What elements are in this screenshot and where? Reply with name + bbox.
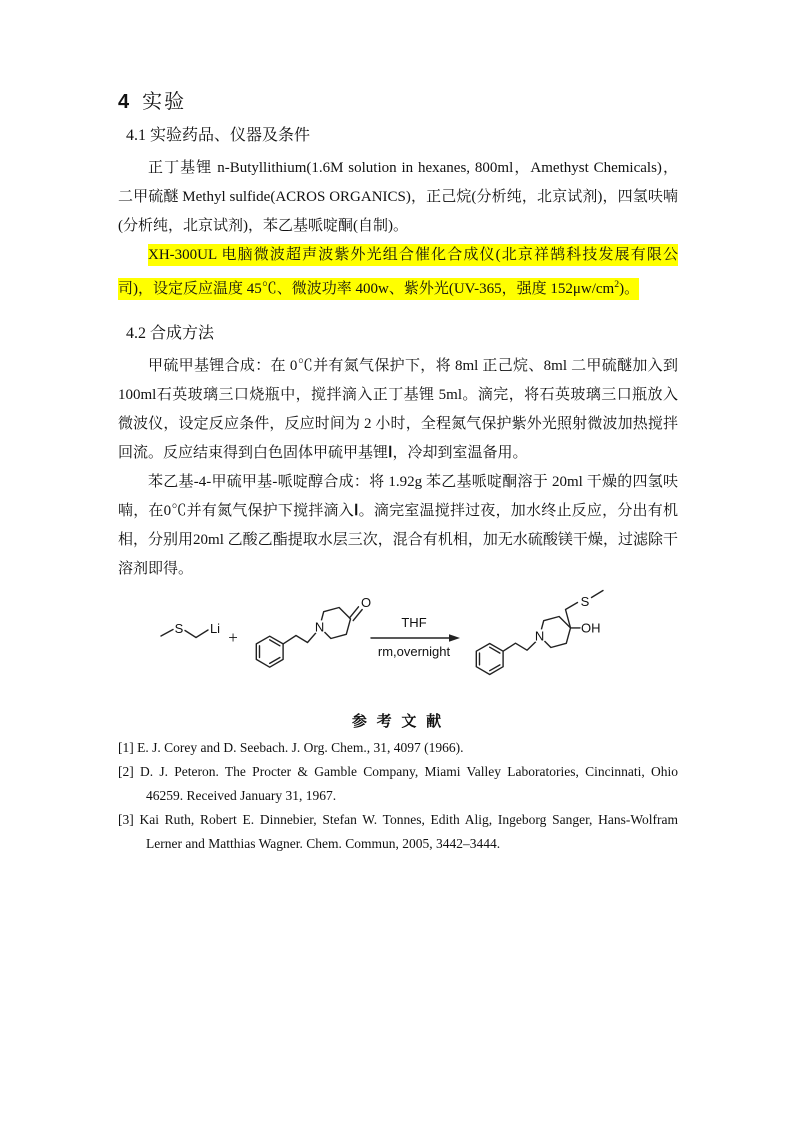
condition-below: rm,overnight — [377, 644, 451, 659]
references-heading: 参 考 文 献 — [351, 714, 445, 730]
instrument-paragraph — [118, 241, 678, 304]
condition-above: THF — [401, 615, 427, 630]
reference-item-1: [1] E. J. Corey and D. Seebach. J. Org. Chem., 31, 4097 (1966). — [118, 740, 464, 755]
paragraph-text: ，冷却到室温备用。 — [392, 445, 528, 461]
sulfur-label: S — [174, 621, 184, 636]
highlight-text-2: )。 — [619, 281, 640, 297]
paragraph-text: 甲硫甲基锂合成：在 0℃并有氮气保护下，将 8ml 正己烷、8ml 二甲硫醚加入到 100ml石英玻璃三口烧瓶中，搅拌滴入正丁基锂 5ml。滴完，将石英玻璃三口瓶放入微波仪，设定反应条件，反应时间为 2 小时，全程氮气保护紫外光照射微波加热搅拌回流。反应结束得到白色固体甲硫甲基锂 — [118, 358, 678, 461]
bond-lines — [161, 630, 208, 638]
section-heading — [118, 90, 678, 114]
references-section — [118, 710, 678, 856]
section-number: 4 — [118, 91, 130, 113]
product-piperidinol — [476, 591, 603, 675]
plus-sign: + — [228, 628, 238, 647]
reagent-phenethyl-piperidinone — [256, 595, 371, 667]
section-title: 实验 — [142, 91, 187, 113]
synthesis-paragraph-2 — [118, 468, 678, 584]
highlighted-text — [118, 244, 678, 300]
paragraph-text: 苯乙基-4-甲硫甲基-哌啶醇合成：将 1.92g 苯乙基哌啶酮溶于 20ml 干燥的四氢呋喃，在0℃并有氮气保护下搅拌滴入 — [118, 474, 678, 519]
benzene-double-bonds — [480, 647, 500, 671]
subsection-heading-42: 4.2 合成方法 — [126, 325, 215, 342]
reagents-paragraph: 正丁基锂 n-Butyllithium(1.6M solution in hexanes, 800ml，Amethyst Chemicals)，二甲硫醚 Methyl sulfide(ACROS ORGANICS)，正己烷(分析纯，北京试剂)，四氢呋喃(分析纯，北京试剂)，苯乙基哌啶酮(自制)。 — [118, 160, 678, 234]
benzene-ring — [256, 636, 283, 667]
hydroxyl-label: OH — [581, 620, 601, 636]
reaction-arrow — [371, 615, 460, 659]
reagent-methylthiomethyl-lithium — [161, 621, 220, 638]
ethylene-bridge-bonds — [283, 632, 317, 644]
reference-item-3: [3] Kai Ruth, Robert E. Dinnebier, Stefan W. Tonnes, Edith Alig, Ingeborg Sanger, Hans-Wolfram Lerner and Matthias Wagner. Chem. Commun, 2005, 3442–3444. — [118, 812, 678, 851]
oxygen-label: O — [360, 595, 372, 610]
lithium-label: Li — [209, 621, 221, 636]
synthesis-paragraph-1 — [118, 352, 678, 468]
nitrogen-label: N — [534, 628, 545, 644]
benzene-ring — [476, 644, 503, 675]
ethylene-bridge-bonds — [503, 641, 537, 651]
compound-numeral: Ⅰ — [388, 445, 393, 461]
reaction-scheme — [118, 586, 678, 704]
nitrogen-label: N — [314, 619, 325, 635]
subsection-heading-41: 4.1 实验药品、仪器及条件 — [126, 127, 311, 144]
paragraph-text: 。滴完室温搅拌过夜，加水终止反应，分出有机相，分别用20ml 乙酸乙酯提取水层三次，混合有机相，加无水硫酸镁干燥，过滤除干溶剂即得。 — [118, 503, 678, 577]
compound-numeral: Ⅰ — [353, 503, 359, 519]
sulfur-label: S — [580, 594, 590, 609]
arrow-head — [449, 634, 460, 642]
benzene-double-bonds — [260, 640, 280, 664]
reference-item-2: [2] D. J. Peteron. The Procter & Gamble Company, Miami Valley Laboratories, Cincinnati, Ohio 46259. Received January 31, 1967. — [118, 764, 678, 803]
highlight-text-1: XH-300UL 电脑微波超声波紫外光组合催化合成仪(北京祥鹄科技发展有限公司)，设定反应温度 45℃、微波功率 400w、紫外光(UV-365，强度 152μw/cm — [118, 247, 678, 297]
superscript-2: 2 — [614, 279, 620, 290]
